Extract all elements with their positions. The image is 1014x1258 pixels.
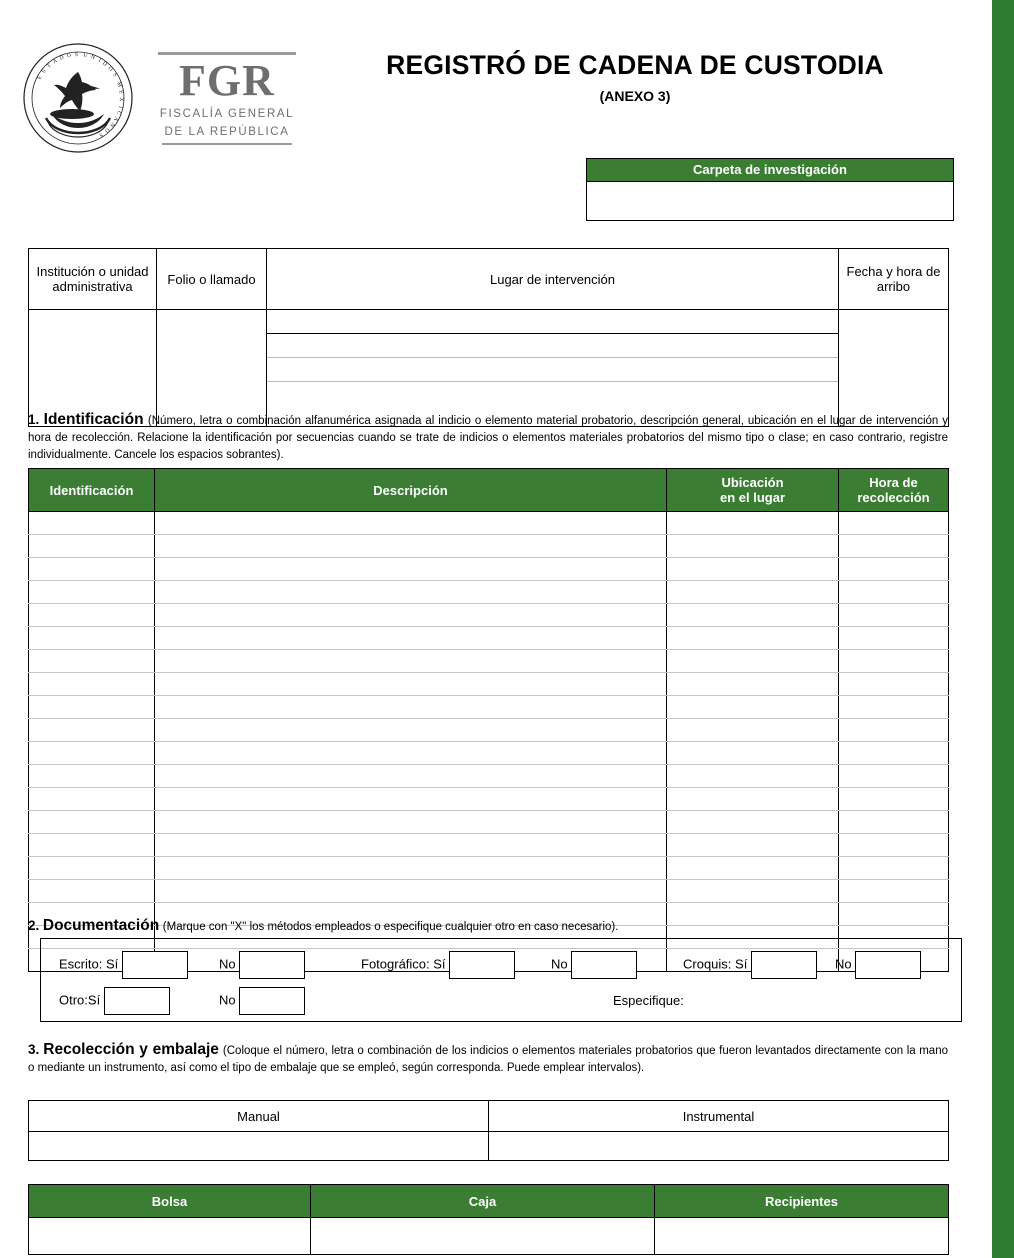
cell-ubicacion[interactable] [667,719,839,742]
section3-name: Recolección y embalaje [43,1041,219,1058]
table-row[interactable] [29,880,949,903]
cell-hora[interactable] [839,604,949,627]
cell-ubicacion[interactable] [667,811,839,834]
col-header-institucion: Institución o unidad administrativa [29,249,157,310]
fotografico-si-label: Fotográfico: Sí [361,956,446,972]
escrito-si-input[interactable] [122,951,188,979]
cell-identificacion[interactable] [29,627,155,650]
svg-text:S: S [97,131,104,138]
section1-number: 1. [28,412,40,427]
embalaje-table [28,1184,949,1255]
cell-recipientes[interactable] [655,1218,949,1255]
cell-descripcion[interactable] [155,512,667,535]
cell-caja[interactable] [311,1218,655,1255]
col-header-bolsa: Bolsa [29,1185,311,1218]
table-row[interactable] [29,834,949,857]
otro-no-label: No [219,992,236,1008]
identificacion-rows [29,512,949,972]
cell-ubicacion[interactable] [667,535,839,558]
cell-ubicacion[interactable] [667,765,839,788]
page-title: REGISTRÓ DE CADENA DE CUSTODIA [386,50,884,80]
cell-identificacion[interactable] [29,765,155,788]
cell-descripcion[interactable] [155,719,667,742]
cell-hora[interactable] [839,765,949,788]
svg-text:U: U [82,52,88,59]
cell-descripcion[interactable] [155,880,667,903]
section2-number: 2. [28,918,40,933]
svg-text:O: O [66,52,72,60]
svg-text:N: N [89,54,96,62]
cell-identificacion[interactable] [29,788,155,811]
cell-folio[interactable] [157,310,267,427]
logo-rule-bottom [162,143,292,145]
cell-hora[interactable] [839,673,949,696]
cell-hora[interactable] [839,811,949,834]
cell-ubicacion[interactable] [667,581,839,604]
fotografico-no-input[interactable] [571,951,637,979]
cell-identificacion[interactable] [29,650,155,673]
cell-identificacion[interactable] [29,719,155,742]
croquis-si-group [683,951,817,979]
fgr-logo [152,52,302,145]
documentacion-box [40,938,962,1022]
cell-identificacion[interactable] [29,880,155,903]
cell-ubicacion[interactable] [667,880,839,903]
cell-descripcion[interactable] [155,742,667,765]
otro-si-group [59,987,170,1015]
section2-name: Documentación [42,917,160,934]
col-header-ubicacion-line2: en el lugar [719,490,786,505]
cell-hora[interactable] [839,857,949,880]
cell-hora[interactable] [839,742,949,765]
svg-text:T: T [45,62,53,70]
svg-text:D: D [101,60,108,68]
table-row[interactable] [29,788,949,811]
cell-instrumental[interactable] [489,1132,949,1161]
cell-ubicacion[interactable] [667,857,839,880]
escrito-no-group [219,951,305,979]
col-header-hora-line1: Hora de [869,475,918,490]
table-row[interactable] [29,310,949,334]
cell-descripcion[interactable] [155,581,667,604]
section2-note: (Marque con "X" los métodos empleados o especifique cualquier otro en caso necesario). [162,921,619,933]
cell-ubicacion[interactable] [667,673,839,696]
carpeta-input[interactable] [587,182,953,220]
cell-hora[interactable] [839,581,949,604]
cell-ubicacion[interactable] [667,627,839,650]
svg-text:O: O [103,126,111,134]
col-header-ubicacion [667,469,839,512]
croquis-no-group [835,951,921,979]
cell-ubicacion[interactable] [667,512,839,535]
cell-bolsa[interactable] [29,1218,311,1255]
otro-no-input[interactable] [239,987,305,1015]
manual-instrumental-table [28,1100,949,1161]
croquis-no-input[interactable] [855,951,921,979]
col-header-instrumental: Instrumental [489,1101,949,1132]
cell-ubicacion[interactable] [667,558,839,581]
cell-identificacion[interactable] [29,558,155,581]
cell-hora[interactable] [839,834,949,857]
carpeta-label: Carpeta de investigación [587,159,953,182]
cell-descripcion[interactable] [155,696,667,719]
cell-hora[interactable] [839,696,949,719]
page-subtitle: (ANEXO 3) [599,88,671,104]
cell-descripcion[interactable] [155,857,667,880]
table-row[interactable] [29,604,949,627]
cell-identificacion[interactable] [29,857,155,880]
fotografico-no-label: No [551,956,568,972]
cell-lugar-line2[interactable] [267,334,839,358]
section2-heading [28,918,948,935]
table-row[interactable] [29,696,949,719]
cell-descripcion[interactable] [155,811,667,834]
escrito-si-label: Escrito: Sí [59,956,119,972]
page-right-margin [975,0,992,1258]
cell-identificacion[interactable] [29,673,155,696]
col-header-folio: Folio o llamado [157,249,267,310]
otro-si-label: Otro:Sí [59,992,101,1008]
section1-heading [28,412,948,463]
svg-text:E: E [117,89,124,95]
logo-subtitle-line1: FISCALÍA GENERAL [159,108,295,120]
svg-text:I: I [116,105,124,109]
cell-lugar-line3[interactable] [267,358,839,382]
cell-descripcion[interactable] [155,788,667,811]
cell-hora[interactable] [839,719,949,742]
col-header-caja: Caja [311,1185,655,1218]
cell-descripcion[interactable] [155,650,667,673]
table-row[interactable] [29,512,949,535]
col-header-identificacion: Identificación [29,469,155,512]
section3-number: 3. [28,1042,40,1057]
svg-text:N: N [108,121,116,128]
cell-institucion[interactable] [29,310,157,427]
svg-text:S: S [40,68,48,75]
svg-text:M: M [115,81,123,89]
svg-text:D: D [58,54,65,62]
especifique-group [613,993,684,1008]
svg-text:S: S [74,51,79,59]
table-row[interactable] [29,1218,949,1255]
especifique-label: Especifique: [613,993,684,1008]
svg-text:S: S [111,72,118,79]
table-row[interactable] [29,1132,949,1161]
otro-si-input[interactable] [104,987,170,1015]
cell-identificacion[interactable] [29,581,155,604]
cell-hora[interactable] [839,627,949,650]
escrito-si-group [59,951,188,979]
cell-identificacion[interactable] [29,535,155,558]
section1-note: (Número, letra o combinación alfanumérica asignada al indicio o elemento material probatorio, descripción general, ubicación en el lugar de intervención y hora de recolección. Relacione la identificación por secuencias cuando se trate de indicios o elementos materiales probatorios del mismo tipo o clase; en caso contrario, registre individualmente. Cancele los espacios sobrantes). [28,415,948,461]
table-row[interactable] [29,811,949,834]
cell-identificacion[interactable] [29,742,155,765]
cell-identificacion[interactable] [29,696,155,719]
mexican-coat-of-arms-icon [22,42,134,154]
svg-text:E: E [36,74,44,81]
cell-identificacion[interactable] [29,604,155,627]
table-row[interactable] [29,742,949,765]
col-header-fecha-hora: Fecha y hora de arribo [839,249,949,310]
section1-name: Identificación [43,411,144,428]
cell-ubicacion[interactable] [667,696,839,719]
table-row[interactable] [29,627,949,650]
table-row[interactable] [29,765,949,788]
col-header-ubicacion-line1: Ubicación [721,475,784,490]
svg-text:X: X [117,97,125,102]
svg-text:A: A [112,115,120,123]
logo-rule-top [158,52,296,55]
table-row[interactable] [29,535,949,558]
cell-identificacion[interactable] [29,512,155,535]
cell-lugar-line1[interactable] [267,310,839,334]
croquis-no-label: No [835,956,852,972]
cell-ubicacion[interactable] [667,742,839,765]
cell-descripcion[interactable] [155,765,667,788]
escrito-no-input[interactable] [239,951,305,979]
escrito-no-label: No [219,956,236,972]
table-row[interactable] [29,719,949,742]
cell-descripcion[interactable] [155,834,667,857]
cell-ubicacion[interactable] [667,788,839,811]
svg-text:C: C [114,109,122,116]
croquis-si-label: Croquis: Sí [683,956,748,972]
cell-descripcion[interactable] [155,535,667,558]
cell-hora[interactable] [839,788,949,811]
cell-descripcion[interactable] [155,673,667,696]
cell-descripcion[interactable] [155,604,667,627]
col-header-recipientes: Recipientes [655,1185,949,1218]
table-row[interactable] [29,673,949,696]
table-row[interactable] [29,857,949,880]
cell-descripcion[interactable] [155,627,667,650]
cell-identificacion[interactable] [29,834,155,857]
identificacion-table [28,468,949,972]
fotografico-si-group [361,951,515,979]
cell-hora[interactable] [839,880,949,903]
cell-hora[interactable] [839,558,949,581]
table-row[interactable] [29,650,949,673]
green-sidebar-accent [992,0,1014,1258]
cell-ubicacion[interactable] [667,834,839,857]
cell-hora[interactable] [839,512,949,535]
croquis-si-input[interactable] [751,951,817,979]
section3-note: (Coloque el número, letra o combinación de los indicios o elementos materiales probatorios que fueron levantados directamente con la mano o mediante un instrumento, así como el tipo de embalaje que se empleó, según corresponda. Puede emplear intervalos). [28,1045,948,1074]
cell-hora[interactable] [839,535,949,558]
fotografico-si-input[interactable] [449,951,515,979]
fotografico-no-group [551,951,637,979]
cell-descripcion[interactable] [155,558,667,581]
col-header-lugar: Lugar de intervención [267,249,839,310]
section3-heading [28,1042,948,1076]
svg-text:I: I [97,57,102,64]
logo-subtitle-line2: DE LA REPÚBLICA [164,126,290,138]
cell-manual[interactable] [29,1132,489,1161]
carpeta-investigacion-box [586,158,954,221]
logo-wordmark: FGR [179,56,275,105]
cell-identificacion[interactable] [29,811,155,834]
col-header-manual: Manual [29,1101,489,1132]
table-row[interactable] [29,581,949,604]
col-header-descripcion: Descripción [155,469,667,512]
document-header [0,0,975,160]
cell-hora[interactable] [839,650,949,673]
institucion-table [28,248,949,427]
col-header-hora-recoleccion [839,469,949,512]
col-header-hora-line2: recolección [857,490,930,505]
otro-no-group [219,987,305,1015]
cell-ubicacion[interactable] [667,604,839,627]
cell-ubicacion[interactable] [667,650,839,673]
table-row[interactable] [29,558,949,581]
svg-text:A: A [51,57,59,66]
cell-fecha-hora[interactable] [839,310,949,427]
svg-text:O: O [106,65,114,73]
